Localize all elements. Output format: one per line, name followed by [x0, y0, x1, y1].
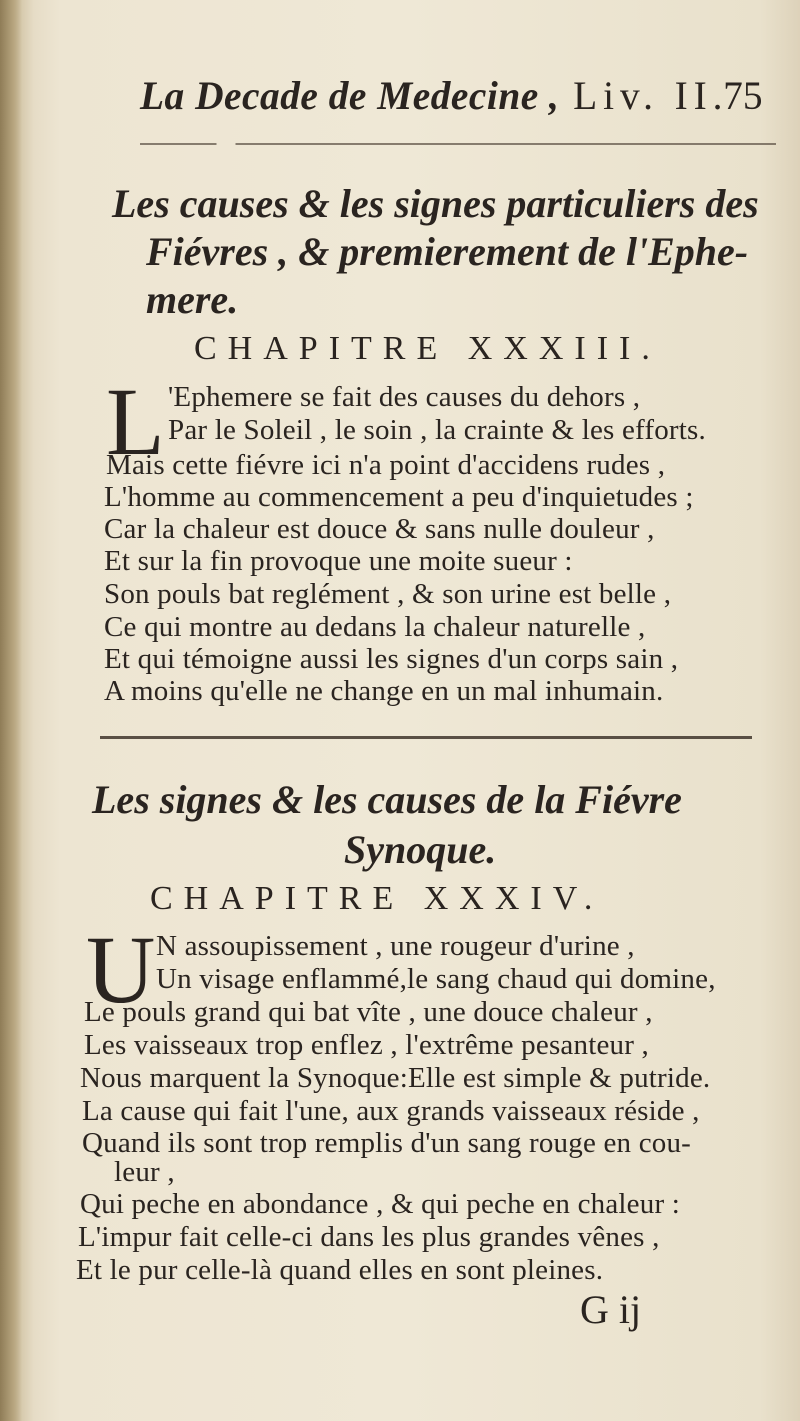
section2-line-10: L'impur fait celle-ci dans les plus grandes vênes , [78, 1221, 660, 1253]
section1-chapter-title: CHAPITRE XXXIII. [194, 330, 661, 367]
section1-line-2: Par le Soleil , le soin , la crainte & les efforts. [168, 414, 706, 446]
section2-line-3: Le pouls grand qui bat vîte , une douce chaleur , [84, 996, 653, 1028]
running-head-book: Liv. II. [573, 73, 729, 118]
signature-mark: G ij [580, 1287, 642, 1332]
section1-line-1: 'Ephemere se fait des causes du dehors , [168, 381, 641, 413]
section2-drop-cap: U [86, 916, 156, 1023]
section1-heading-line-2: Fiévres , & premierement de l'Ephe- [146, 229, 749, 274]
section2-line-9: Qui peche en abondance , & qui peche en chaleur : [80, 1188, 681, 1220]
page-number: 75 [723, 73, 763, 118]
section-divider-rule [100, 736, 752, 739]
section2-heading-line-1: Les signes & les causes de la Fiévre [92, 777, 682, 822]
section2-line-8: leur , [114, 1156, 175, 1188]
section1-line-9: Et qui témoigne aussi les signes d'un corps sain , [104, 643, 679, 675]
running-head-title: La Decade de Medecine , [140, 73, 560, 118]
section2-line-2: Un visage enflammé,le sang chaud qui domine, [156, 963, 716, 995]
section1-drop-cap: L [106, 368, 165, 475]
section1-line-5: Car la chaleur est douce & sans nulle douleur , [104, 513, 655, 545]
running-head [140, 72, 790, 132]
section1-heading-line-1: Les causes & les signes particuliers des [112, 181, 759, 226]
section1-line-3: Mais cette fiévre ici n'a point d'accidens rudes , [106, 449, 666, 481]
section1-heading-line-3: mere. [146, 277, 239, 322]
book-gutter [0, 0, 22, 1421]
section1-line-7: Son pouls bat reglément , & son urine est belle , [104, 578, 672, 610]
section2-line-6: La cause qui fait l'une, aux grands vaisseaux réside , [82, 1095, 700, 1127]
section2-line-4: Les vaisseaux trop enflez , l'extrême pesanteur , [84, 1029, 649, 1061]
section1-line-6: Et sur la fin provoque une moite sueur : [104, 545, 573, 577]
section2-line-7: Quand ils sont trop remplis d'un sang rouge en cou- [82, 1127, 692, 1159]
section2-line-1: N assoupissement , une rougeur d'urine , [156, 930, 635, 962]
section1-line-4: L'homme au commencement a peu d'inquietudes ; [104, 481, 694, 513]
header-rule [140, 143, 776, 145]
section1-line-8: Ce qui montre au dedans la chaleur naturelle , [104, 611, 646, 643]
section2-chapter-title: CHAPITRE XXXIV. [150, 880, 604, 917]
section2-line-5: Nous marquent la Synoque:Elle est simple & putride. [80, 1062, 711, 1094]
section2-line-11: Et le pur celle-là quand elles en sont pleines. [76, 1254, 604, 1286]
section1-line-10: A moins qu'elle ne change en un mal inhumain. [104, 675, 664, 707]
section2-heading-line-2: Synoque. [344, 827, 497, 872]
